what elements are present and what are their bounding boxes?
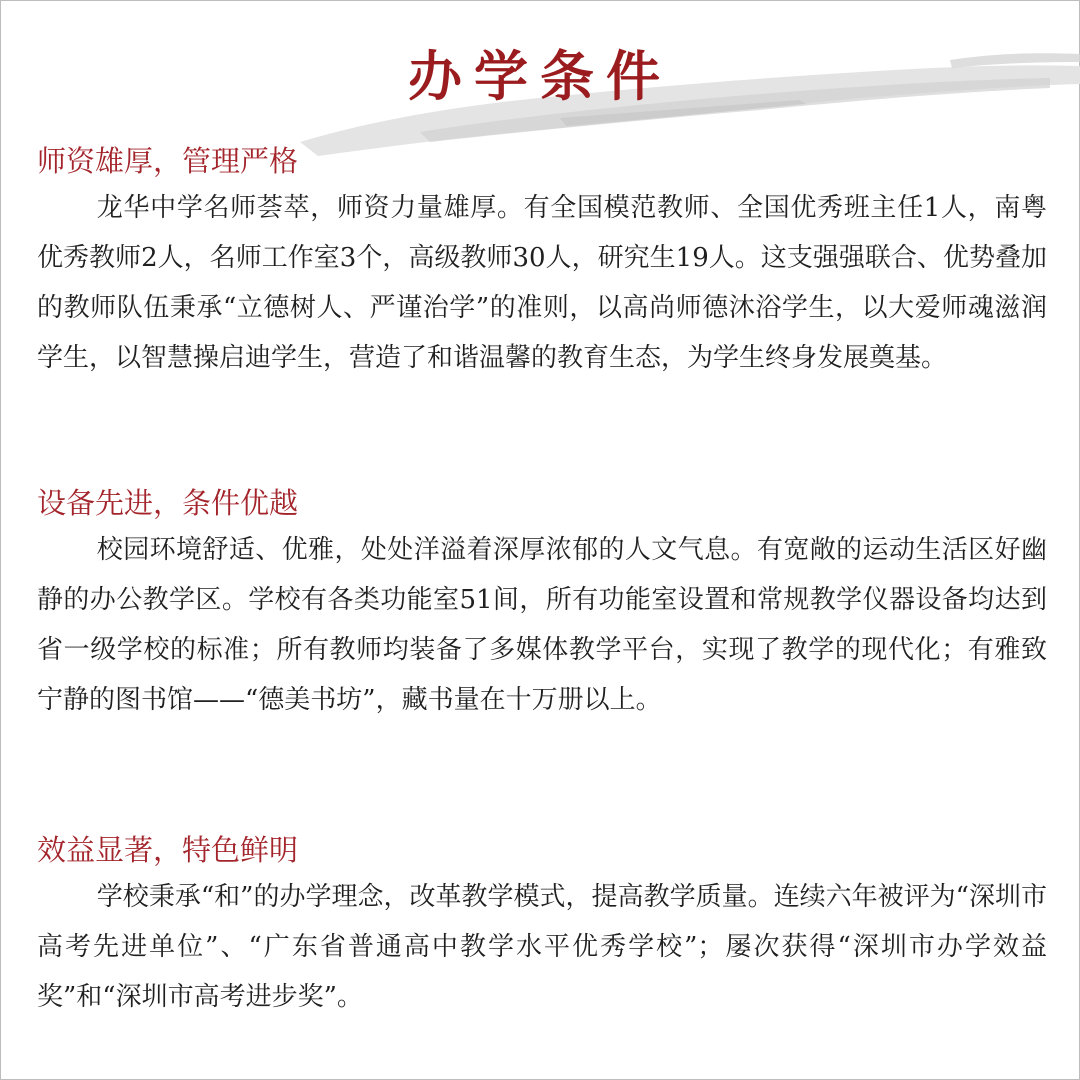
section-faculty [37, 143, 1047, 383]
section-body: 学校秉承“和”的办学理念，改革教学模式，提高教学质量。连续六年被评为“深圳市高考先进单位”、“广东省普通高中教学水平优秀学校”；屡次获得“深圳市办学效益奖”和“深圳市高考进步奖”。 [37, 882, 1047, 1012]
section-body: 龙华中学名师荟萃，师资力量雄厚。有全国模范教师、全国优秀班主任1人，南粤优秀教师2人，名师工作室3个，高级教师30人，研究生19人。这支强强联合、优势叠加的教师队伍秉承“立德树人、严谨治学”的准则，以高尚师德沐浴学生，以大爱师魂滋润学生，以智慧操启迪学生，营造了和谐温馨的教育生态，为学生终身发展奠基。 [37, 193, 1047, 373]
section-facilities [37, 485, 1047, 725]
section-achievements [37, 832, 1047, 1022]
section-heading: 设备先进，条件优越 [37, 486, 299, 520]
section-heading: 效益显著，特色鲜明 [37, 833, 299, 867]
page-title: 办学条件 [408, 45, 672, 108]
section-body: 校园环境舒适、优雅，处处洋溢着深厚浓郁的人文气息。有宽敞的运动生活区好幽静的办公教学区。学校有各类功能室51间，所有功能室设置和常规教学仪器设备均达到省一级学校的标准；所有教师均装备了多媒体教学平台，实现了教学的现代化；有雅致宁静的图书馆——“德美书坊”，藏书量在十万册以上。 [37, 535, 1047, 715]
section-heading: 师资雄厚，管理严格 [37, 144, 299, 178]
